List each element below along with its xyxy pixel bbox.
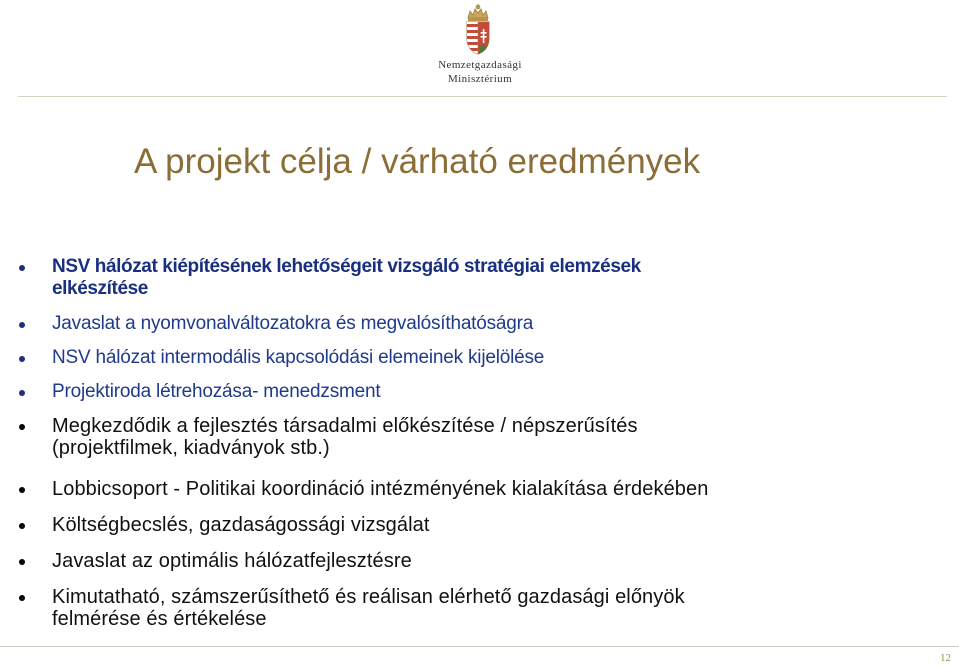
- footer-divider: [0, 646, 959, 647]
- bullet-dot-icon: [19, 424, 25, 430]
- bullet-item: [16, 514, 946, 536]
- bullet-item: [16, 478, 946, 500]
- ministry-logo: [425, 4, 535, 86]
- bullet-item: [16, 586, 946, 630]
- bullet-item: [16, 381, 946, 403]
- bullet-text-line: Javaslat az optimális hálózatfejlesztésre: [52, 550, 412, 572]
- bullet-text-line: Javaslat a nyomvonalváltozatokra és megvalósíthatóságra: [52, 313, 534, 334]
- bullet-item: [16, 550, 946, 572]
- bullet-text-line: felmérése és értékelése: [52, 608, 267, 630]
- bullet-dot-icon: [19, 487, 25, 493]
- bullet-item: [16, 415, 946, 459]
- page-number: 12: [940, 652, 951, 664]
- bullet-dot-icon: [19, 559, 25, 565]
- header-divider: [18, 96, 947, 97]
- slide-title: A projekt célja / várható eredmények: [134, 142, 701, 181]
- logo-text-line2: Minisztérium: [447, 73, 513, 85]
- bullet-dot-icon: [19, 390, 25, 396]
- bullet-text-line: NSV hálózat intermodális kapcsolódási elemeinek kijelölése: [52, 347, 545, 368]
- bullet-text-line: Projektiroda létrehozása- menedzsment: [52, 381, 381, 402]
- bullet-text-line: Megkezdődik a fejlesztés társadalmi előkészítése / népszerűsítés: [52, 415, 638, 437]
- bullet-text-line: Lobbicsoport - Politikai koordináció intézményének kialakítása érdekében: [52, 478, 709, 500]
- bullet-item: [16, 347, 946, 369]
- bullet-dot-icon: [19, 265, 25, 271]
- bullet-dot-icon: [19, 595, 25, 601]
- bullet-text-line: Költségbecslés, gazdaságossági vizsgálat: [52, 514, 430, 536]
- bullet-text-line: NSV hálózat kiépítésének lehetőségeit vizsgáló stratégiai elemzések: [52, 256, 641, 277]
- bullet-text-line: (projektfilmek, kiadványok stb.): [52, 437, 330, 459]
- bullet-item: [16, 313, 946, 335]
- logo-text-line1: Nemzetgazdasági: [438, 59, 522, 71]
- bullet-text-line: Kimutatható, számszerűsíthető és reálisan elérhető gazdasági előnyök: [52, 586, 685, 608]
- bullet-dot-icon: [19, 356, 25, 362]
- bullet-dot-icon: [19, 322, 25, 328]
- coat-of-arms-icon: [462, 4, 494, 56]
- bullet-list: [16, 256, 946, 630]
- bullet-item: [16, 256, 946, 300]
- bullet-text-line: elkészítése: [52, 278, 148, 299]
- bullet-dot-icon: [19, 523, 25, 529]
